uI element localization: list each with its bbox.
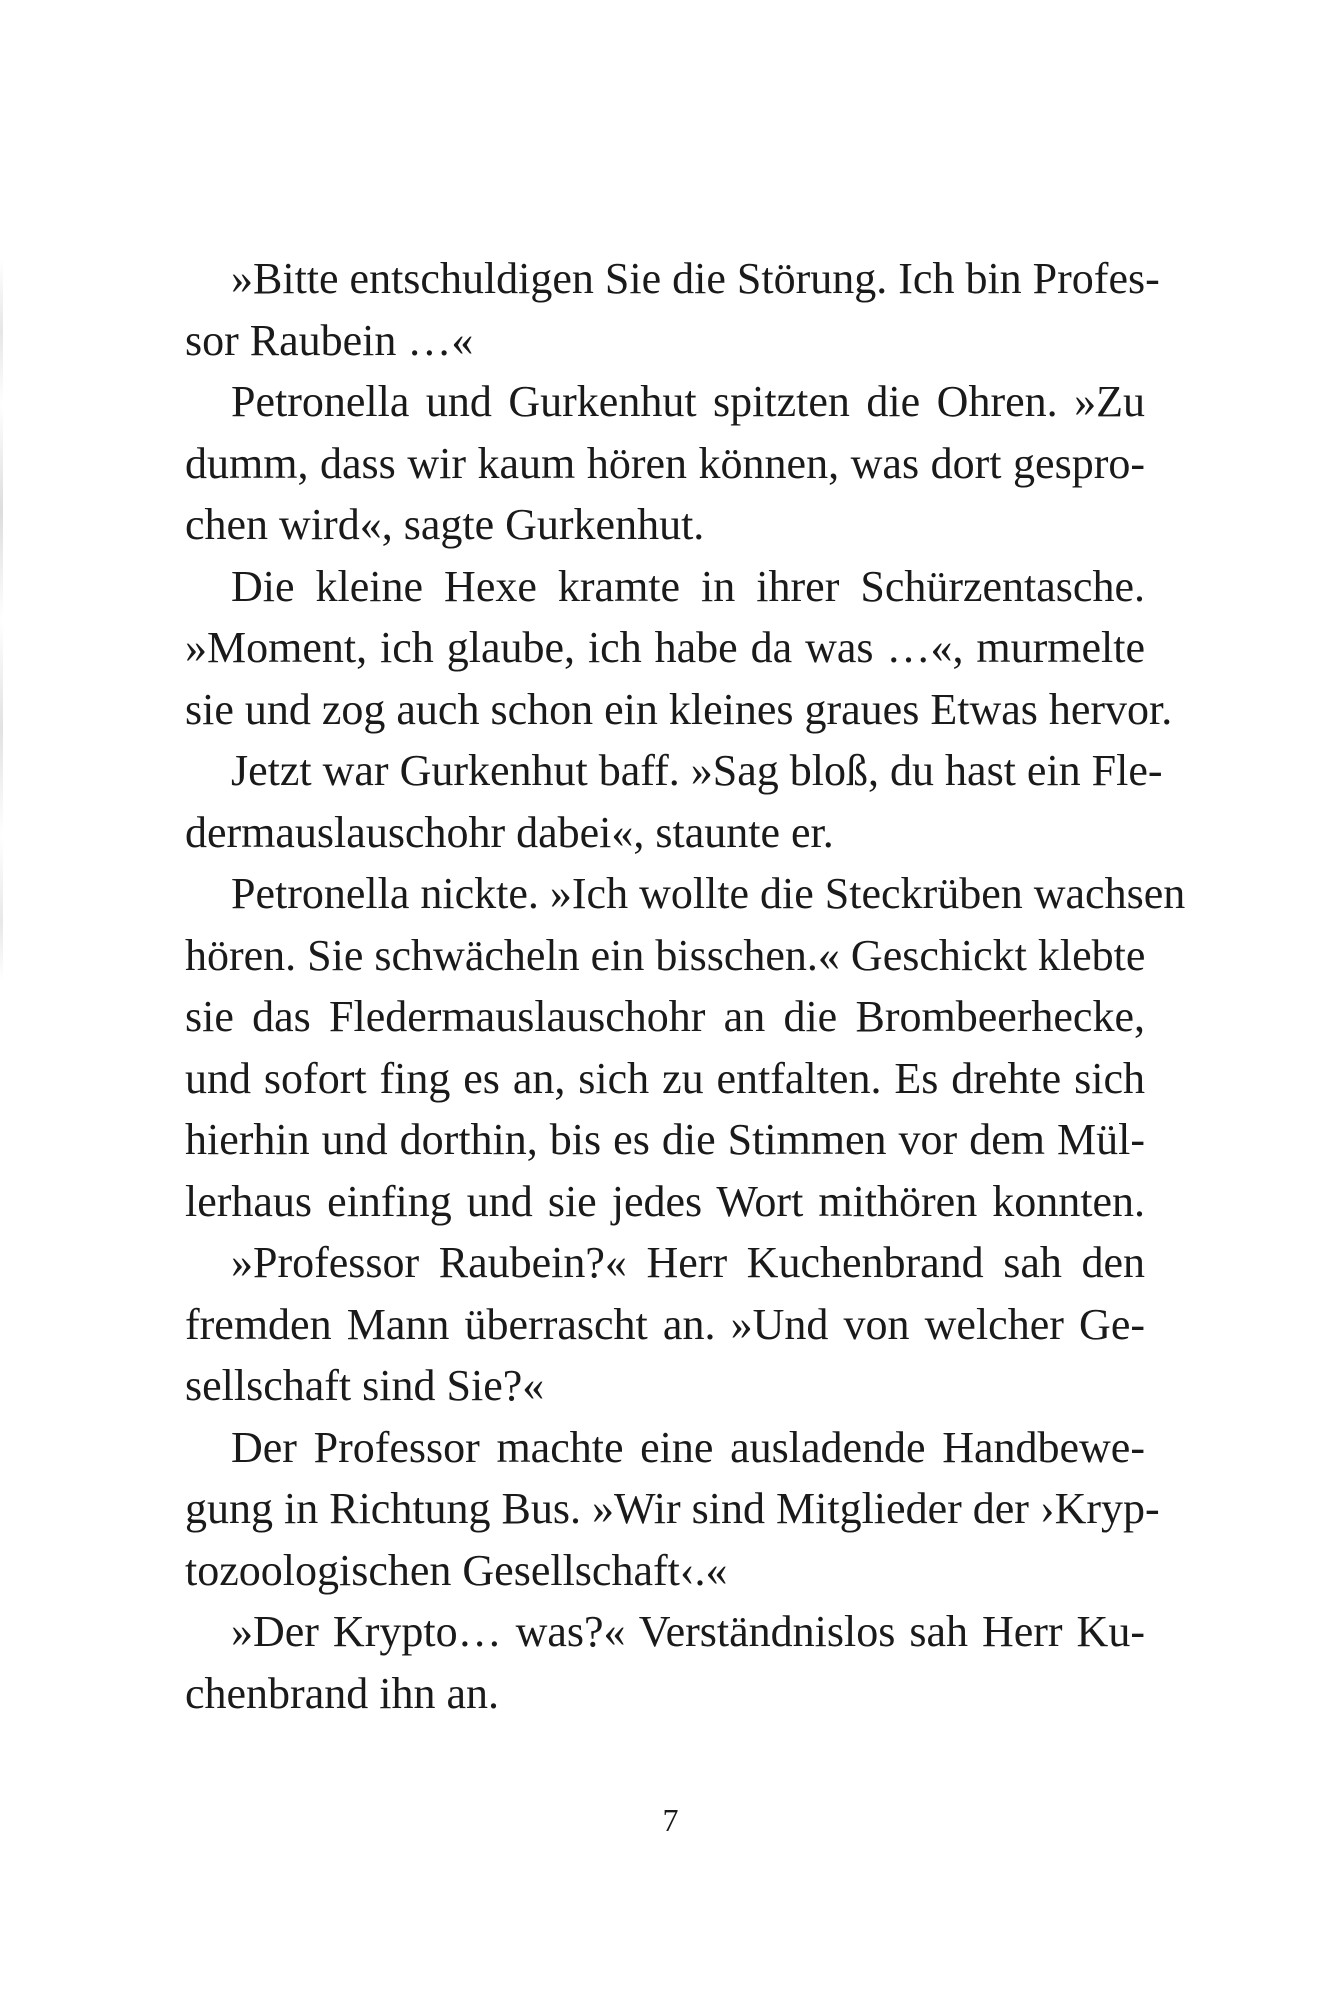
text-line: und sofort fing es an, sich zu entfalten. Es drehte sich bbox=[185, 1053, 1145, 1103]
text-line: chenbrand ihn an. bbox=[185, 1668, 499, 1718]
text-line: Petronella und Gurkenhut spitzten die Ohren. »Zu bbox=[231, 377, 1145, 426]
text-line: tozoologischen Gesellschaft‹.« bbox=[185, 1545, 728, 1595]
page-number: 7 bbox=[662, 1802, 679, 1838]
text-line: Jetzt war Gurkenhut baff. »Sag bloß, du hast ein Fle- bbox=[231, 746, 1163, 795]
text-line: gung in Richtung Bus. »Wir sind Mitglieder der ›Kryp- bbox=[185, 1484, 1160, 1533]
text-line: hören. Sie schwächeln ein bisschen.« Geschickt klebte bbox=[185, 930, 1146, 980]
text-line: hierhin und dorthin, bis es die Stimmen vor dem Mül- bbox=[185, 1115, 1145, 1164]
book-page-text bbox=[185, 248, 1186, 1724]
text-line: »Moment, ich glaube, ich habe da was …«, murmelte bbox=[185, 623, 1145, 672]
text-line: sellschaft sind Sie?« bbox=[185, 1361, 545, 1410]
text-line: Petronella nickte. »Ich wollte die Steckrüben wachsen bbox=[231, 869, 1186, 918]
text-line: fremden Mann überrascht an. »Und von welcher Ge- bbox=[185, 1299, 1145, 1349]
text-line: lerhaus einfing und sie jedes Wort mithören konnten. bbox=[185, 1176, 1145, 1226]
text-line: sie und zog auch schon ein kleines graues Etwas hervor. bbox=[185, 684, 1173, 734]
text-line: sor Raubein …« bbox=[185, 315, 474, 365]
text-line: dermauslauschohr dabei«, staunte er. bbox=[185, 807, 834, 857]
text-line: Der Professor machte eine ausladende Handbewe- bbox=[231, 1422, 1145, 1472]
scan-edge-shadow bbox=[0, 260, 3, 980]
text-line: »Der Krypto… was?« Verständnislos sah Herr Ku- bbox=[231, 1607, 1145, 1656]
text-line: »Professor Raubein?« Herr Kuchenbrand sah den bbox=[231, 1238, 1145, 1287]
text-line: dumm, dass wir kaum hören können, was dort gespro- bbox=[185, 438, 1145, 488]
text-line: »Bitte entschuldigen Sie die Störung. Ich bin Profes- bbox=[231, 254, 1160, 303]
text-line: chen wird«, sagte Gurkenhut. bbox=[185, 500, 705, 549]
text-line: Die kleine Hexe kramte in ihrer Schürzentasche. bbox=[231, 561, 1145, 611]
text-line: sie das Fledermauslauschohr an die Brombeerhecke, bbox=[185, 992, 1145, 1041]
